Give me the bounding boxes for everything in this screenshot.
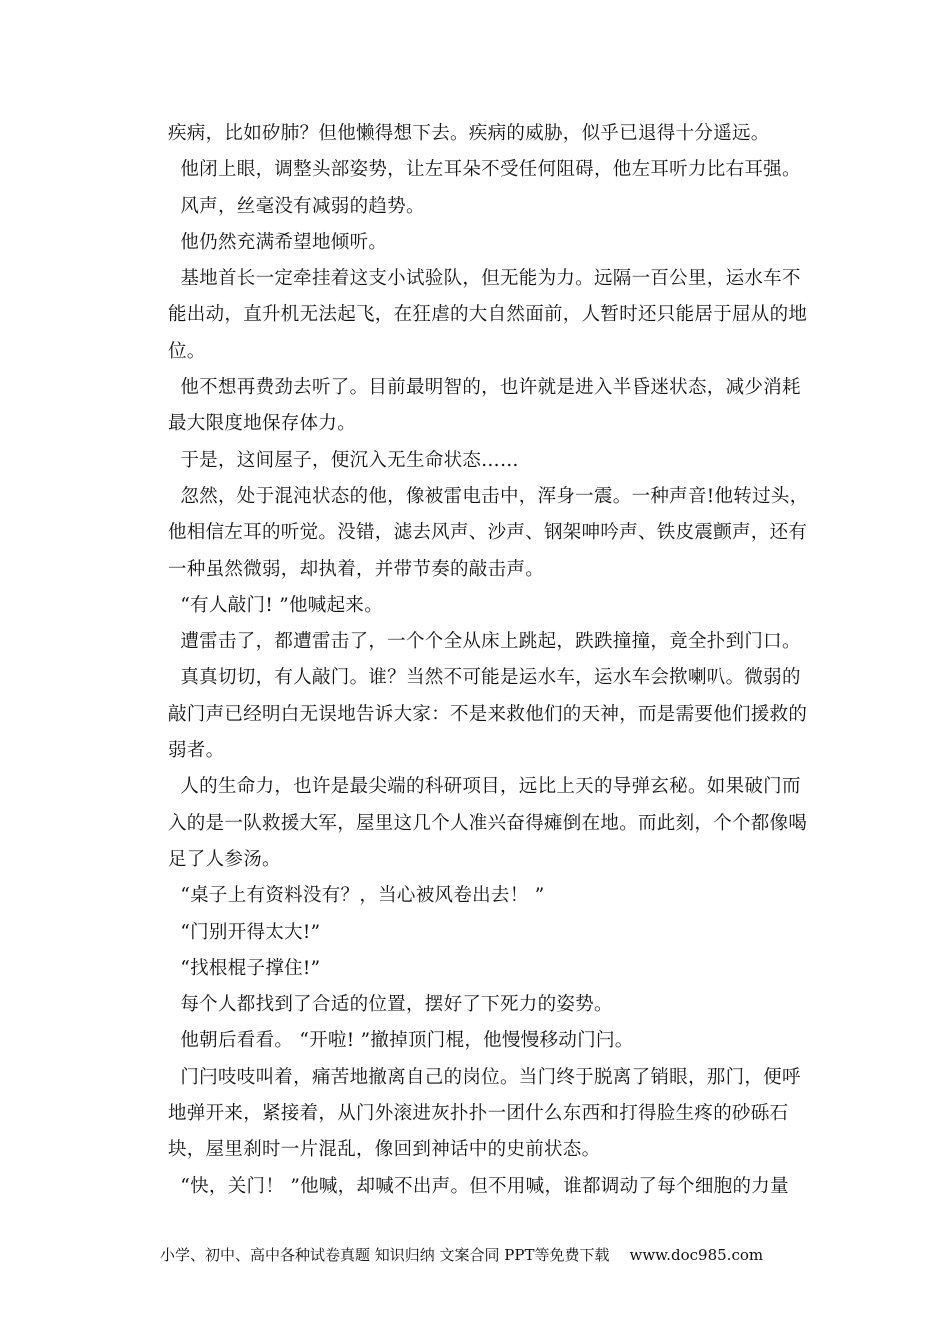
paragraph: 疾病，比如矽肺？但他懒得想下去。疾病的威胁，似乎已退得十分遥远。 [168,123,770,144]
article-body [168,116,816,1205]
page-footer [160,1244,860,1266]
paragraph: 人的生命力，也许是最尖端的科研项目，远比上天的导弹玄秘。如果破门而入的是一队救援大军，屋里这几个人准兴奋得瘫倒在地。而此刻，个个都像喝足了人参汤。 [168,776,808,870]
paragraph: “门别开得太大!” [168,921,321,943]
paragraph: 他朝后看看。 “开啦! ”撤掉顶门棍，他慢慢移动门闩。 [168,1030,634,1052]
paragraph: “桌子上有资料没有？，当心被风卷出去！ ” [168,885,545,907]
footer-website-link[interactable]: www.doc985.com [629,1246,764,1264]
paragraph: 他闭上眼，调整头部姿势，让左耳朵不受任何阻碍，他左耳听力比右耳强。 [168,159,801,181]
paragraph: 他仍然充满希望地倾听。 [168,231,388,253]
paragraph: 遭雷击了，都遭雷击了，一个个全从床上跳起，跌跌撞撞，竟全扑到门口。 [168,631,801,653]
paragraph: 基地首长一定牵挂着这支小试验队，但无能为力。远隔一百公里，运水车不能出动，直升机无法起飞，在狂虐的大自然面前，人暂时还只能居于屈从的地位。 [168,268,808,362]
paragraph: “快，关门！ ”他喊，却喊不出声。但不用喊，谁都调动了每个细胞的力量 [168,1175,789,1197]
footer-text: 小学、初中、高中各种试卷真题 知识归纳 文案合同 PPT等免费下载 [160,1246,610,1264]
paragraph: 他不想再费劲去听了。目前最明智的，也许就是进入半昏迷状态，减少消耗最大限度地保存体力。 [168,377,801,435]
paragraph: 真真切切，有人敲门。谁？当然不可能是运水车，运水车会揿喇叭。微弱的敲门声已经明白无误地告诉大家：不是来救他们的天神，而是需要他们援救的弱者。 [168,667,808,762]
paragraph: 忽然，处于混沌状态的他，像被雷电击中，浑身一震。一种声音!他转过头，他相信左耳的听觉。没错，滤去风声、沙声、钢架呻吟声、铁皮震颤声，还有一种虽然微弱，却执着，并带节奏的敲击声。 [168,485,809,580]
paragraph: 于是，这间屋子，便沉入无生命状态…… [168,449,519,471]
paragraph: 每个人都找到了合适的位置，摆好了下死力的姿势。 [168,994,613,1016]
paragraph: 风声，丝毫没有减弱的趋势。 [168,195,425,217]
paragraph: 门闩吱吱叫着，痛苦地撤离自己的岗位。当门终于脱离了销眼，那门，便呼地弹开来，紧接着，从门外滚进灰扑扑一团什么东西和打得脸生疼的砂砾石块，屋里刹时一片混乱，像回到神话中的史前状态。 [168,1066,801,1161]
paragraph: “找根棍子撑住!” [168,957,321,979]
paragraph: “有人敲门! ”他喊起来。 [168,594,384,616]
